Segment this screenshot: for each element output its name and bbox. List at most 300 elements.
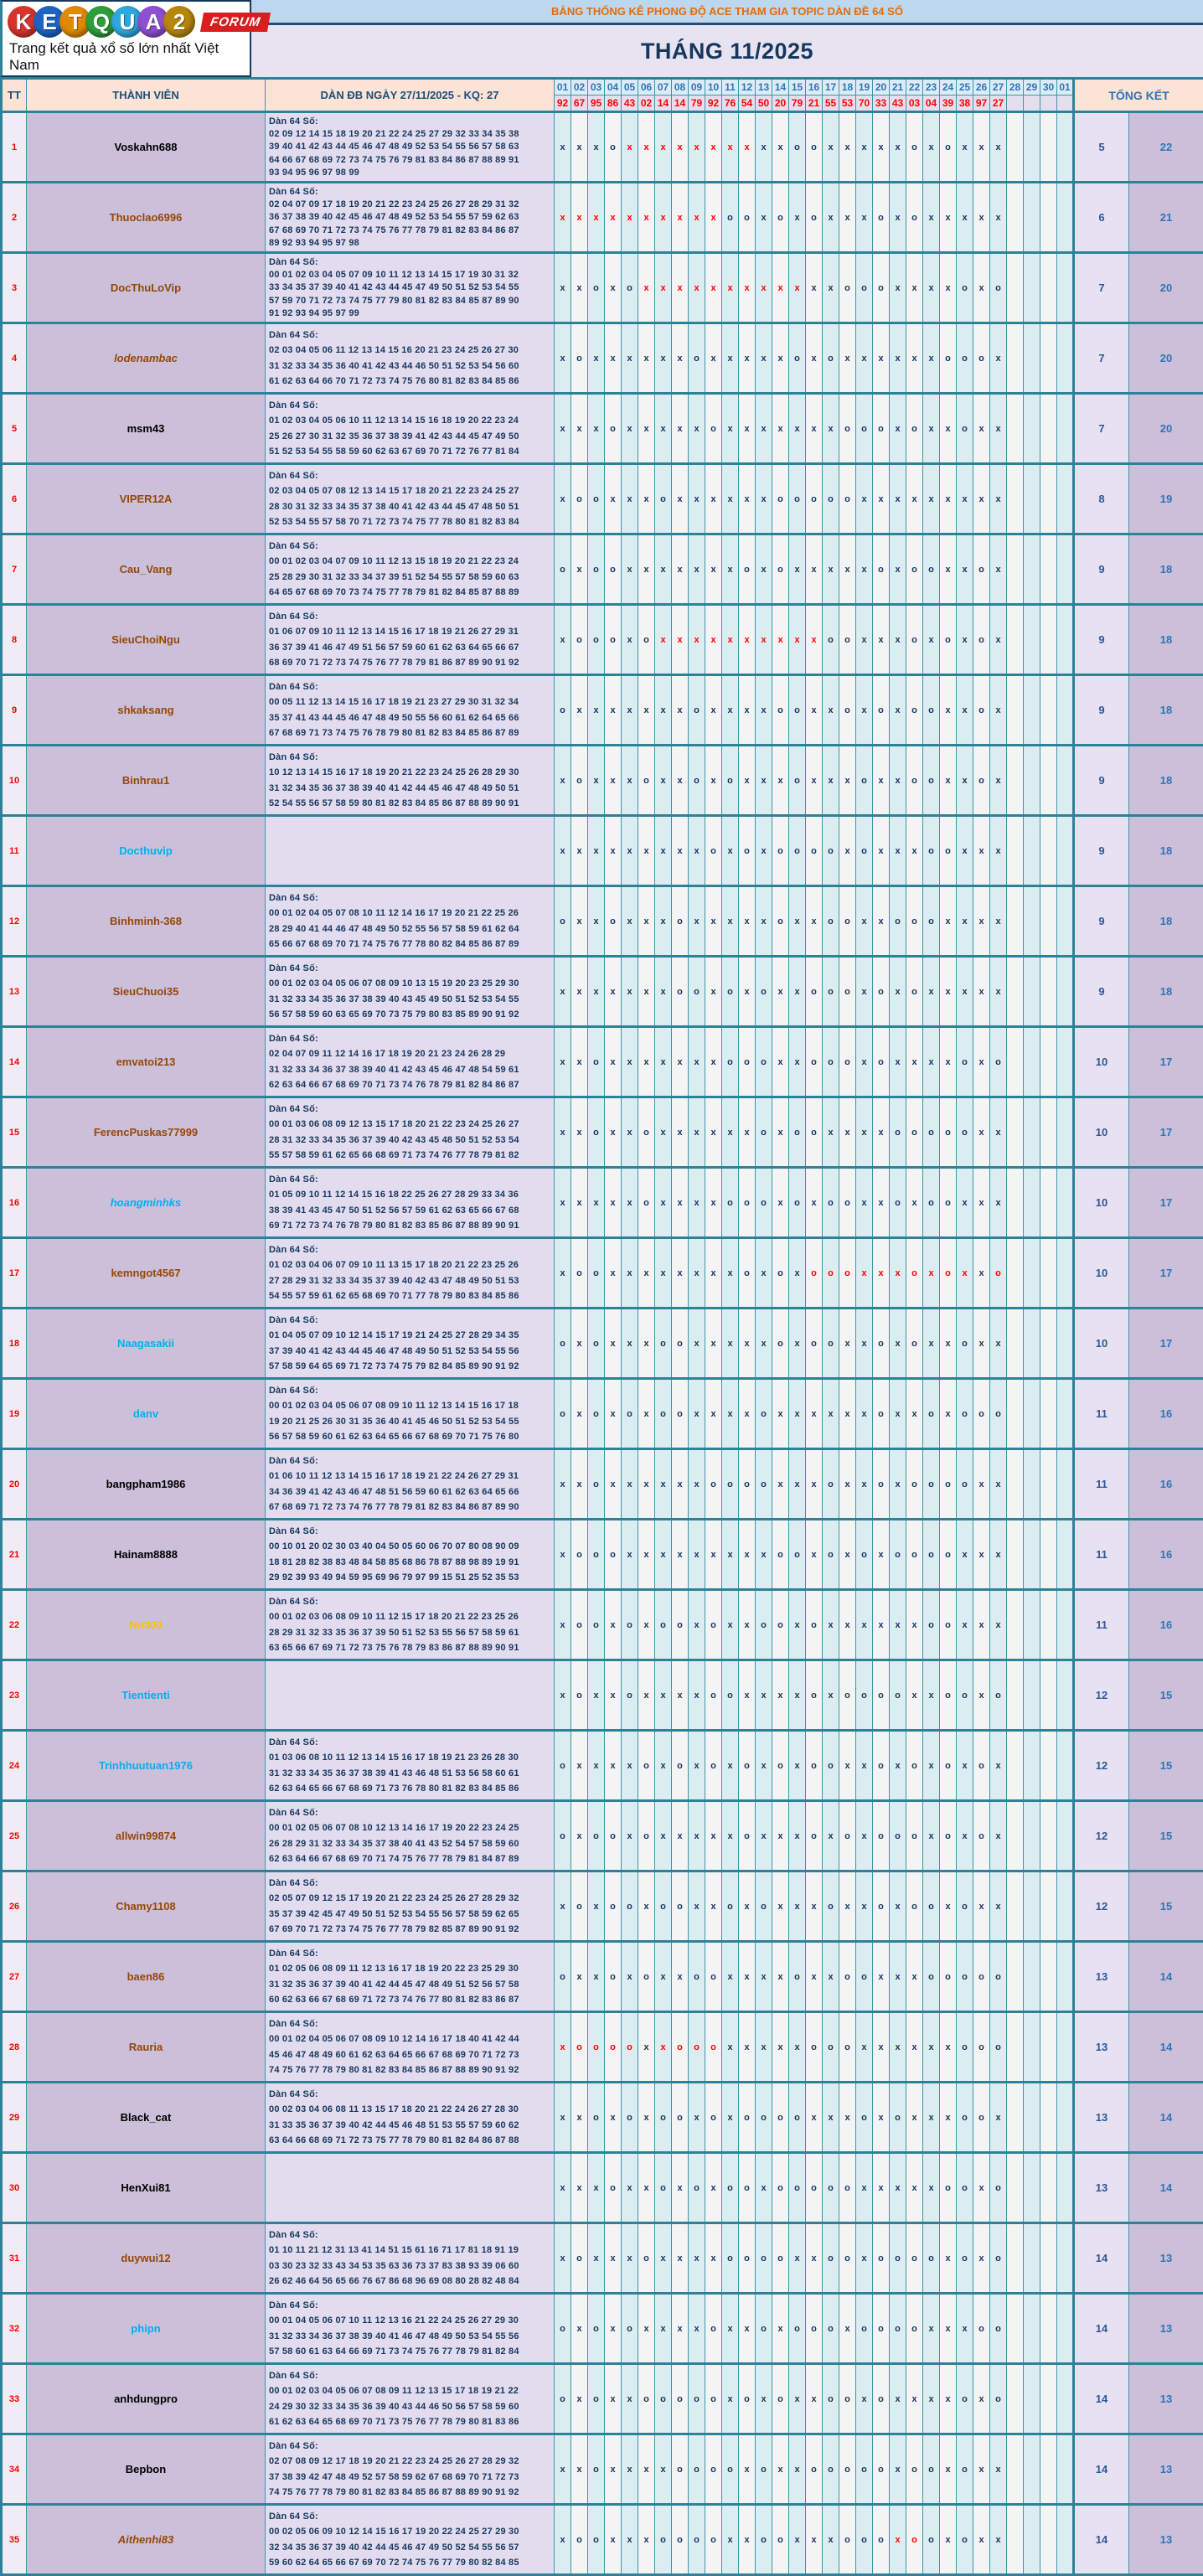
hit-miss-mark: o [672, 2364, 689, 2434]
hit-miss-mark: o [906, 2505, 923, 2575]
hit-miss-mark: o [789, 746, 806, 816]
hit-miss-mark: o [571, 1871, 588, 1942]
hit-miss-mark: x [973, 886, 990, 957]
member-name[interactable]: baen86 [127, 1970, 165, 1983]
member-name-cell [27, 1238, 266, 1309]
member-name[interactable]: lodenambac [114, 352, 178, 364]
dan-number-line: 31 32 33 34 36 37 38 39 40 41 42 43 45 46 47 48 54 59 61 [269, 1065, 550, 1075]
hit-miss-mark: o [571, 1520, 588, 1590]
hit-miss-mark: x [605, 816, 622, 886]
hit-miss-mark: o [655, 1590, 672, 1660]
hit-miss-mark: x [856, 1379, 873, 1449]
empty-day-cell [1040, 886, 1057, 957]
dan-numbers-cell [266, 2223, 555, 2294]
hit-miss-mark: x [655, 1027, 672, 1097]
row-index: 26 [2, 1871, 27, 1942]
empty-day-cell [1007, 2505, 1024, 2575]
hit-miss-mark: o [739, 1238, 756, 1309]
kq-result-value: 95 [588, 96, 605, 112]
empty-day-cell [1040, 183, 1057, 253]
member-name[interactable]: Chamy1108 [116, 1900, 176, 1913]
hit-miss-mark: x [940, 2505, 957, 2575]
empty-day-cell [1007, 1801, 1024, 1871]
member-name[interactable]: kemngot4567 [111, 1267, 180, 1279]
dan-label: Dàn 64 Số: [269, 963, 550, 973]
hit-miss-mark: x [705, 1097, 722, 1168]
total-miss-count: 13 [1074, 2083, 1129, 2153]
member-name[interactable]: Cau_Vang [120, 563, 173, 576]
hit-miss-mark: o [806, 1238, 823, 1309]
hit-miss-mark: x [622, 1238, 638, 1309]
dan-numbers-cell [266, 1238, 555, 1309]
hit-miss-mark: o [806, 2012, 823, 2083]
hit-miss-mark: x [605, 1309, 622, 1379]
hit-miss-mark: o [672, 2083, 689, 2153]
hit-miss-mark: x [806, 2223, 823, 2294]
member-name-cell [27, 886, 266, 957]
dan-numbers-cell [266, 1097, 555, 1168]
member-name[interactable]: HenXui81 [121, 2181, 170, 2194]
kq-result-value [1024, 96, 1040, 112]
member-name[interactable]: hoangminhks [111, 1196, 182, 1209]
hit-miss-mark: x [722, 2294, 739, 2364]
empty-day-cell [1040, 2153, 1057, 2223]
hit-miss-mark: x [873, 464, 890, 534]
member-name[interactable]: allwin99874 [116, 1830, 176, 1842]
total-hit-count: 22 [1129, 112, 1203, 183]
hit-miss-mark: x [806, 2083, 823, 2153]
dan-label: Dàn 64 Số: [269, 1245, 550, 1255]
hit-miss-mark: x [605, 1590, 622, 1660]
hit-miss-mark: o [873, 2434, 890, 2505]
row-index: 5 [2, 394, 27, 464]
hit-miss-mark: x [839, 112, 856, 183]
member-name[interactable]: danv [133, 1407, 158, 1420]
empty-day-cell [1057, 394, 1074, 464]
hit-miss-mark: x [605, 2505, 622, 2575]
site-logo[interactable] [0, 0, 251, 77]
hit-miss-mark: x [739, 464, 756, 534]
dan-number-line: 59 60 62 64 65 66 67 69 70 72 74 75 76 77 79 80 82 84 85 [269, 2558, 550, 2568]
dan-number-line: 52 53 54 55 57 58 70 71 72 73 74 75 77 78 80 81 82 83 84 [269, 517, 550, 527]
member-name[interactable]: Thuoclao6996 [110, 211, 183, 224]
hit-miss-mark: o [772, 534, 789, 605]
hit-miss-mark: x [990, 2083, 1007, 2153]
total-miss-count: 10 [1074, 1097, 1129, 1168]
hit-miss-mark: o [605, 1942, 622, 2012]
hit-miss-mark: x [655, 957, 672, 1027]
empty-day-cell [1040, 394, 1057, 464]
hit-miss-mark: x [856, 2223, 873, 2294]
day-column-header: 01 [555, 79, 571, 96]
hit-miss-mark: o [789, 816, 806, 886]
member-name[interactable]: Naagasakii [117, 1337, 174, 1350]
hit-miss-mark: x [873, 1168, 890, 1238]
hit-miss-mark: o [873, 1449, 890, 1520]
hit-miss-mark: o [839, 1801, 856, 1871]
hit-miss-mark: x [856, 1027, 873, 1097]
member-name[interactable]: VIPER12A [120, 493, 173, 505]
hit-miss-mark: o [789, 1520, 806, 1590]
hit-miss-mark: x [722, 886, 739, 957]
dan-label: Dàn 64 Số: [269, 2300, 550, 2310]
empty-day-cell [1007, 1731, 1024, 1801]
hit-miss-mark: x [789, 1027, 806, 1097]
hit-miss-mark: x [906, 816, 923, 886]
hit-miss-mark: o [940, 1590, 957, 1660]
dan-label: Dàn 64 Số: [269, 1104, 550, 1114]
row-index: 6 [2, 464, 27, 534]
day-column-header: 12 [739, 79, 756, 96]
hit-miss-mark: o [890, 1168, 906, 1238]
hit-miss-mark: x [957, 534, 973, 605]
empty-day-cell [1024, 957, 1040, 1027]
member-name[interactable]: Tientienti [121, 1689, 170, 1701]
hit-miss-mark: o [739, 816, 756, 886]
member-name[interactable]: Nn300 [129, 1618, 162, 1631]
hit-miss-mark: x [672, 2153, 689, 2223]
row-index: 3 [2, 253, 27, 323]
hit-miss-mark: x [772, 1660, 789, 1731]
hit-miss-mark: x [940, 1871, 957, 1942]
hit-miss-mark: x [890, 816, 906, 886]
member-name[interactable]: phipn [131, 2322, 160, 2335]
hit-miss-mark: o [756, 2505, 772, 2575]
hit-miss-mark: x [906, 1590, 923, 1660]
hit-miss-mark: x [756, 886, 772, 957]
member-name[interactable]: bangpham1986 [106, 1478, 186, 1490]
total-hit-count: 20 [1129, 253, 1203, 323]
empty-day-cell [1024, 464, 1040, 534]
hit-miss-mark: o [856, 2294, 873, 2364]
hit-miss-mark: o [756, 2434, 772, 2505]
hit-miss-mark: x [856, 1801, 873, 1871]
hit-miss-mark: x [672, 1660, 689, 1731]
hit-miss-mark: x [789, 534, 806, 605]
hit-miss-mark: o [588, 2012, 605, 2083]
hit-miss-mark: o [739, 1449, 756, 1520]
empty-day-cell [1007, 746, 1024, 816]
hit-miss-mark: x [923, 2153, 940, 2223]
hit-miss-mark: x [890, 1449, 906, 1520]
dan-label: Dàn 64 Số: [269, 1878, 550, 1888]
hit-miss-mark: o [873, 1871, 890, 1942]
kq-result-value: 70 [856, 96, 873, 112]
dan-number-line: 63 65 66 67 69 71 72 73 75 76 78 79 83 86 87 88 89 90 91 [269, 1643, 550, 1653]
hit-miss-mark: x [990, 1309, 1007, 1379]
hit-miss-mark: o [672, 2434, 689, 2505]
empty-day-cell [1040, 2223, 1057, 2294]
row-index: 21 [2, 1520, 27, 1590]
hit-miss-mark: x [605, 2364, 622, 2434]
hit-miss-mark: o [990, 2364, 1007, 2434]
hit-miss-mark: o [638, 1942, 655, 2012]
hit-miss-mark: o [923, 1520, 940, 1590]
hit-miss-mark: o [839, 1027, 856, 1097]
hit-miss-mark: x [555, 323, 571, 394]
row-index: 29 [2, 2083, 27, 2153]
hit-miss-mark: x [906, 2012, 923, 2083]
member-name-cell [27, 464, 266, 534]
hit-miss-mark: o [756, 2083, 772, 2153]
kq-result-value: 02 [638, 96, 655, 112]
empty-day-cell [1007, 2294, 1024, 2364]
hit-miss-mark: x [756, 112, 772, 183]
hit-miss-mark: x [756, 1801, 772, 1871]
dan-label: Dàn 64 Số: [269, 1456, 550, 1466]
hit-miss-mark: o [638, 746, 655, 816]
hit-miss-mark: o [722, 1027, 739, 1097]
hit-miss-mark: x [655, 1238, 672, 1309]
hit-miss-mark: x [756, 2153, 772, 2223]
hit-miss-mark: o [756, 2223, 772, 2294]
empty-day-cell [1024, 1590, 1040, 1660]
hit-miss-mark: x [555, 2223, 571, 2294]
hit-miss-mark: o [689, 2434, 705, 2505]
total-hit-count: 13 [1129, 2364, 1203, 2434]
hit-miss-mark: x [571, 1309, 588, 1379]
hit-miss-mark: x [923, 605, 940, 675]
hit-miss-mark: x [856, 2364, 873, 2434]
total-miss-count: 12 [1074, 1731, 1129, 1801]
hit-miss-mark: o [689, 675, 705, 746]
member-row [2, 1942, 1203, 2012]
hit-miss-mark: x [739, 1520, 756, 1590]
hit-miss-mark: o [655, 2364, 672, 2434]
hit-miss-mark: x [789, 1731, 806, 1801]
hit-miss-mark: x [555, 1027, 571, 1097]
hit-miss-mark: o [823, 1520, 839, 1590]
kq-result-value [1057, 96, 1074, 112]
empty-day-cell [1024, 323, 1040, 394]
row-index: 28 [2, 2012, 27, 2083]
member-name[interactable]: duywui12 [121, 2252, 170, 2264]
hit-miss-mark: x [957, 605, 973, 675]
dan-number-line: 89 92 93 94 95 97 98 [269, 238, 550, 248]
hit-miss-mark: x [772, 1801, 789, 1871]
kq-result-value: 50 [756, 96, 772, 112]
member-name[interactable]: DocThuLoVip [111, 281, 181, 294]
hit-miss-mark: x [655, 1097, 672, 1168]
empty-day-cell [1024, 2083, 1040, 2153]
hit-miss-mark: o [957, 2223, 973, 2294]
hit-miss-mark: o [705, 1449, 722, 1520]
hit-miss-mark: x [890, 2012, 906, 2083]
hit-miss-mark: o [873, 1309, 890, 1379]
row-index: 27 [2, 1942, 27, 2012]
hit-miss-mark: x [555, 2083, 571, 2153]
member-row [2, 2505, 1203, 2575]
member-name[interactable]: Binhminh-368 [110, 915, 182, 927]
hit-miss-mark: x [823, 1660, 839, 1731]
member-name[interactable]: SieuChuoi35 [113, 985, 179, 998]
member-name-cell [27, 605, 266, 675]
hit-miss-mark: x [739, 1942, 756, 2012]
kq-result-value: 79 [789, 96, 806, 112]
dan-numbers-cell [266, 2505, 555, 2575]
hit-miss-mark: o [588, 2434, 605, 2505]
member-name[interactable]: Trinhhuutuan1976 [99, 1759, 193, 1772]
hit-miss-mark: x [571, 1801, 588, 1871]
dan-numbers-cell [266, 1871, 555, 1942]
dan-numbers-cell [266, 1379, 555, 1449]
member-name[interactable]: Docthuvip [119, 844, 173, 857]
hit-miss-mark: o [555, 1731, 571, 1801]
kq-result-value: 67 [571, 96, 588, 112]
hit-miss-mark: x [622, 2505, 638, 2575]
hit-miss-mark: o [622, 1590, 638, 1660]
hit-miss-mark: o [806, 1097, 823, 1168]
dan-label: Dàn 64 Số: [269, 1808, 550, 1818]
empty-day-cell [1024, 253, 1040, 323]
hit-miss-mark: o [957, 394, 973, 464]
hit-miss-mark: x [806, 394, 823, 464]
hit-miss-mark: x [605, 1731, 622, 1801]
hit-miss-mark: x [739, 746, 756, 816]
dan-number-line: 01 02 05 06 08 09 11 12 13 16 17 18 19 20 22 23 25 29 30 [269, 1964, 550, 1974]
hit-miss-mark: x [772, 323, 789, 394]
hit-miss-mark: x [756, 1238, 772, 1309]
hit-miss-mark: x [739, 675, 756, 746]
empty-day-cell [1024, 1168, 1040, 1238]
member-name[interactable]: Hainam8888 [114, 1548, 178, 1561]
dan-number-line: 35 37 41 43 44 45 46 47 48 49 50 55 56 60 61 62 64 65 66 [269, 713, 550, 723]
member-name[interactable]: Bepbon [126, 2463, 166, 2475]
hit-miss-mark: o [672, 1379, 689, 1449]
hit-miss-mark: o [940, 1731, 957, 1801]
dan-numbers-cell [266, 816, 555, 886]
hit-miss-mark: o [823, 1871, 839, 1942]
hit-miss-mark: o [722, 1660, 739, 1731]
member-name-cell [27, 1027, 266, 1097]
hit-miss-mark: x [655, 534, 672, 605]
member-name[interactable]: SieuChoiNgu [111, 633, 180, 646]
empty-day-cell [1024, 2364, 1040, 2434]
hit-miss-mark: x [571, 1942, 588, 2012]
hit-miss-mark: x [823, 2505, 839, 2575]
hit-miss-mark: x [789, 1871, 806, 1942]
hit-miss-mark: x [806, 2364, 823, 2434]
hit-miss-mark: x [756, 605, 772, 675]
empty-day-cell [1057, 746, 1074, 816]
dan-number-line: 31 32 33 34 35 36 37 38 39 41 43 46 48 51 53 56 58 60 61 [269, 1768, 550, 1778]
empty-day-cell [1040, 112, 1057, 183]
member-row [2, 1379, 1203, 1449]
member-name[interactable]: Black_cat [121, 2111, 172, 2124]
hit-miss-mark: x [655, 1731, 672, 1801]
hit-miss-mark: x [973, 1238, 990, 1309]
hit-miss-mark: x [689, 605, 705, 675]
member-row [2, 886, 1203, 957]
kq-result-value [1007, 96, 1024, 112]
hit-miss-mark: o [705, 2505, 722, 2575]
table-body [2, 112, 1203, 2575]
col-header-total: TỔNG KẾT [1074, 79, 1203, 112]
hit-miss-mark: o [839, 957, 856, 1027]
hit-miss-mark: x [722, 2012, 739, 2083]
hit-miss-mark: x [638, 1520, 655, 1590]
hit-miss-mark: x [806, 605, 823, 675]
hit-miss-mark: o [906, 886, 923, 957]
hit-miss-mark: x [638, 1238, 655, 1309]
hit-miss-mark: x [973, 112, 990, 183]
member-name[interactable]: emvatoi213 [116, 1056, 176, 1068]
hit-miss-mark: x [555, 1449, 571, 1520]
hit-miss-mark: o [588, 2505, 605, 2575]
hit-miss-mark: o [705, 1942, 722, 2012]
member-name[interactable]: anhdungpro [114, 2393, 178, 2405]
hit-miss-mark: x [705, 605, 722, 675]
member-row [2, 816, 1203, 886]
total-miss-count: 10 [1074, 1168, 1129, 1238]
dan-number-line: 00 01 02 03 04 05 06 07 08 09 11 12 13 15 17 18 19 21 22 [269, 2386, 550, 2396]
hit-miss-mark: x [957, 746, 973, 816]
hit-miss-mark: o [705, 1731, 722, 1801]
hit-miss-mark: o [772, 1590, 789, 1660]
hit-miss-mark: x [705, 1027, 722, 1097]
hit-miss-mark: x [856, 1168, 873, 1238]
hit-miss-mark: x [588, 183, 605, 253]
empty-day-cell [1007, 112, 1024, 183]
hit-miss-mark: x [672, 464, 689, 534]
total-hit-count: 14 [1129, 1942, 1203, 2012]
empty-day-cell [1007, 1238, 1024, 1309]
hit-miss-mark: o [873, 2294, 890, 2364]
hit-miss-mark: o [605, 886, 622, 957]
hit-miss-mark: o [638, 1801, 655, 1871]
hit-miss-mark: x [990, 112, 1007, 183]
hit-miss-mark: x [722, 2505, 739, 2575]
empty-day-cell [1024, 394, 1040, 464]
hit-miss-mark: x [638, 183, 655, 253]
dan-number-line: 31 33 35 36 37 39 40 42 44 45 46 48 51 53 55 57 59 60 62 [269, 2120, 550, 2130]
hit-miss-mark: x [789, 2223, 806, 2294]
member-name[interactable]: Rauria [129, 2041, 163, 2053]
dan-number-line: 54 55 57 59 61 62 65 68 69 70 71 77 78 79 80 83 84 85 86 [269, 1291, 550, 1301]
member-name[interactable]: Aithenhi83 [118, 2533, 173, 2546]
hit-miss-mark: x [789, 886, 806, 957]
hit-miss-mark: x [638, 2153, 655, 2223]
hit-miss-mark: x [756, 394, 772, 464]
member-name[interactable]: Voskahn688 [115, 141, 178, 153]
hit-miss-mark: o [806, 1309, 823, 1379]
hit-miss-mark: x [789, 1449, 806, 1520]
hit-miss-mark: x [605, 2434, 622, 2505]
row-index: 30 [2, 2153, 27, 2223]
member-name[interactable]: shkaksang [117, 704, 173, 716]
hit-miss-mark: x [940, 2294, 957, 2364]
hit-miss-mark: o [957, 1942, 973, 2012]
hit-miss-mark: x [806, 1449, 823, 1520]
hit-miss-mark: o [689, 323, 705, 394]
hit-miss-mark: o [823, 1731, 839, 1801]
hit-miss-mark: x [588, 323, 605, 394]
hit-miss-mark: o [772, 2364, 789, 2434]
empty-day-cell [1057, 1942, 1074, 2012]
dan-number-line: 67 68 69 71 73 74 75 76 78 79 80 81 82 83 84 85 86 87 89 [269, 728, 550, 738]
hit-miss-mark: o [823, 1449, 839, 1520]
hit-miss-mark: x [990, 534, 1007, 605]
hit-miss-mark: o [873, 394, 890, 464]
hit-miss-mark: x [655, 886, 672, 957]
hit-miss-mark: o [555, 1942, 571, 2012]
member-name[interactable]: msm43 [127, 422, 165, 435]
board-title-bar [251, 0, 1203, 25]
hit-miss-mark: x [705, 1309, 722, 1379]
day-column-header: 13 [756, 79, 772, 96]
member-name[interactable]: FerencPuskas77999 [94, 1126, 198, 1138]
member-name[interactable]: Binhrau1 [122, 774, 169, 787]
